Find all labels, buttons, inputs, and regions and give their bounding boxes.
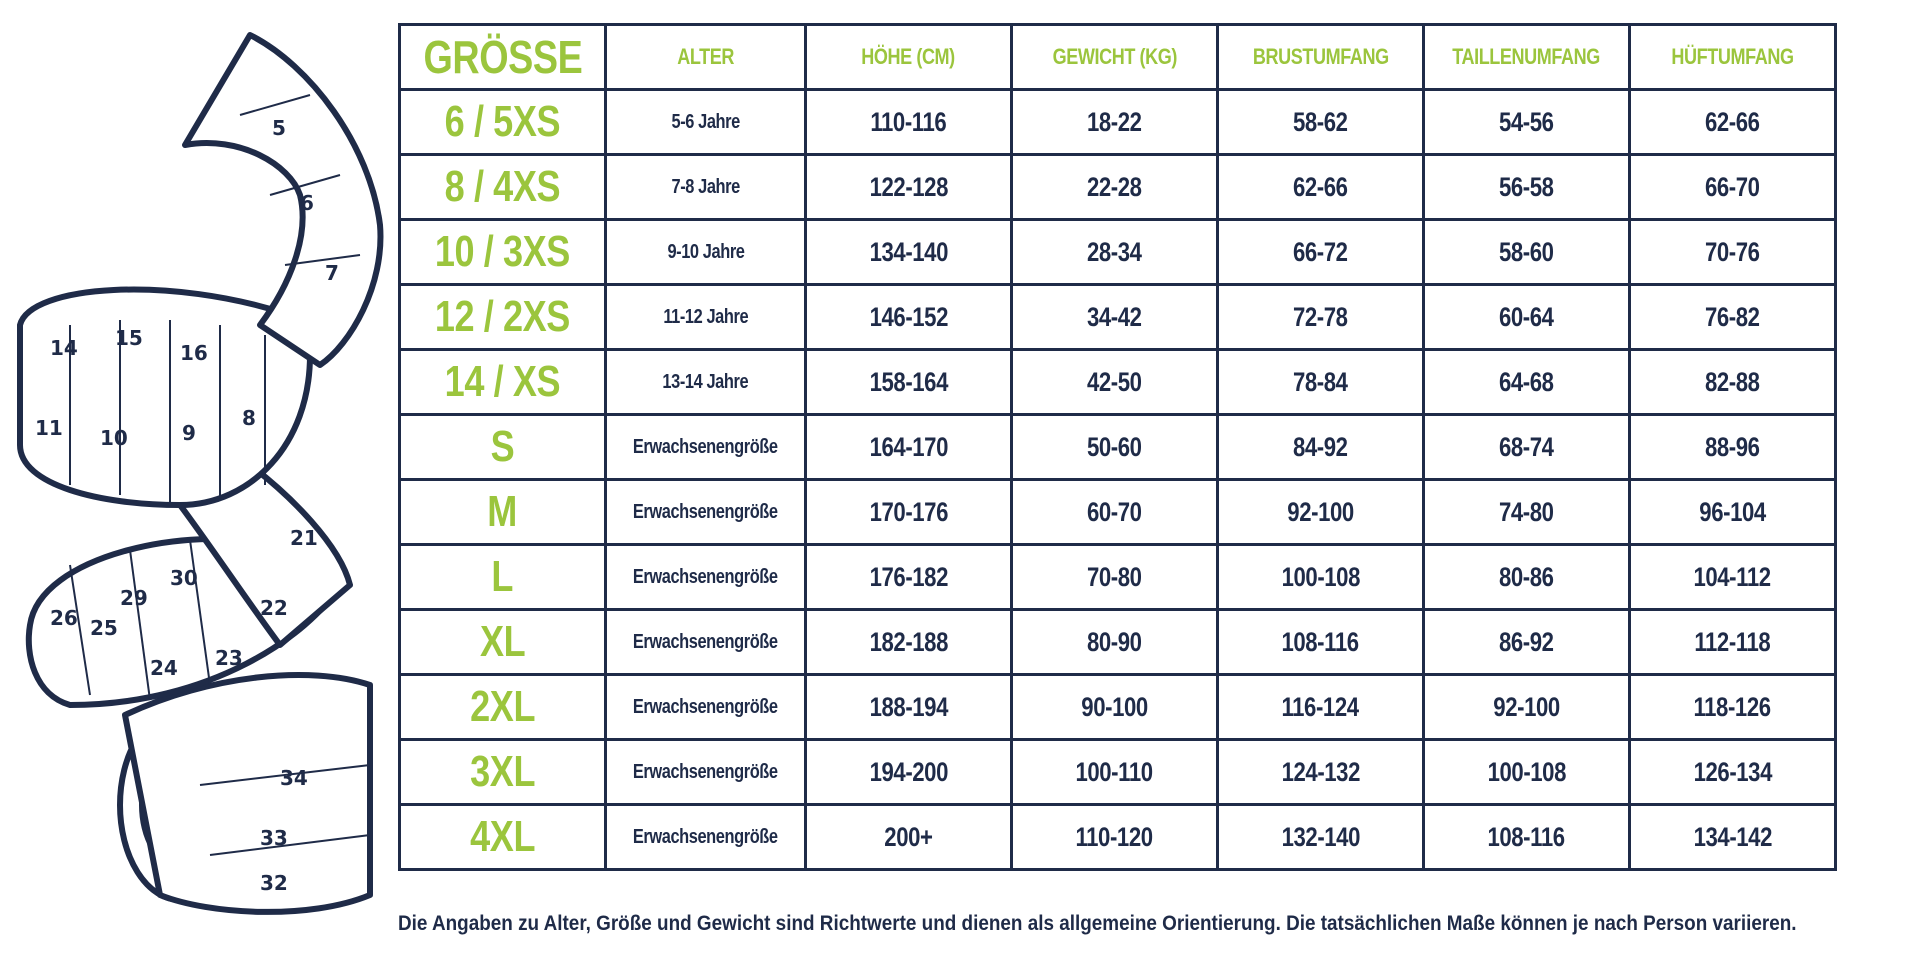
weight-cell: 70-80 (1012, 545, 1218, 610)
weight-cell: 18-22 (1012, 90, 1218, 155)
size-cell: 3XL (400, 740, 606, 805)
weight-cell: 110-120 (1012, 805, 1218, 870)
header-alter: ALTER (606, 25, 806, 90)
size-cell: 2XL (400, 675, 606, 740)
table-row (400, 220, 1836, 285)
chest-cell: 78-84 (1218, 350, 1424, 415)
chest-cell: 62-66 (1218, 155, 1424, 220)
weight-cell: 50-60 (1012, 415, 1218, 480)
chest-cell: 58-62 (1218, 90, 1424, 155)
waist-cell: 92-100 (1424, 675, 1630, 740)
hip-cell: 88-96 (1630, 415, 1836, 480)
header-groesse: GRÖSSE (400, 25, 606, 90)
age-cell: 5-6 Jahre (606, 90, 806, 155)
age-cell: Erwachsenengröße (606, 415, 806, 480)
height-cell: 194-200 (806, 740, 1012, 805)
age-cell: Erwachsenengröße (606, 675, 806, 740)
hip-cell: 70-76 (1630, 220, 1836, 285)
hip-cell: 66-70 (1630, 155, 1836, 220)
chest-cell: 116-124 (1218, 675, 1424, 740)
height-cell: 164-170 (806, 415, 1012, 480)
weight-cell: 34-42 (1012, 285, 1218, 350)
svg-text:10: 10 (100, 426, 128, 450)
svg-text:34: 34 (280, 766, 308, 790)
svg-text:22: 22 (260, 596, 288, 620)
svg-text:24: 24 (150, 656, 178, 680)
table-header-row (400, 25, 1836, 90)
svg-text:23: 23 (215, 646, 243, 670)
svg-text:25: 25 (90, 616, 118, 640)
age-cell: Erwachsenengröße (606, 610, 806, 675)
hip-cell: 134-142 (1630, 805, 1836, 870)
hip-cell: 104-112 (1630, 545, 1836, 610)
svg-text:30: 30 (170, 566, 198, 590)
weight-cell: 80-90 (1012, 610, 1218, 675)
table-row (400, 350, 1836, 415)
chest-cell: 108-116 (1218, 610, 1424, 675)
svg-text:6: 6 (300, 191, 314, 215)
weight-cell: 100-110 (1012, 740, 1218, 805)
size-cell: S (400, 415, 606, 480)
chest-cell: 92-100 (1218, 480, 1424, 545)
footnote: Die Angaben zu Alter, Größe und Gewicht sind Richtwerte und dienen als allgemeine Orientierung. Die tatsächlichen Maße können je nach Person variieren. (398, 912, 1797, 935)
waist-cell: 60-64 (1424, 285, 1630, 350)
waist-cell: 108-116 (1424, 805, 1630, 870)
measuring-tape-illustration (10, 25, 390, 925)
svg-text:8: 8 (242, 406, 256, 430)
size-cell: 4XL (400, 805, 606, 870)
age-cell: Erwachsenengröße (606, 480, 806, 545)
height-cell: 176-182 (806, 545, 1012, 610)
waist-cell: 80-86 (1424, 545, 1630, 610)
table-row (400, 90, 1836, 155)
svg-text:33: 33 (260, 826, 288, 850)
height-cell: 188-194 (806, 675, 1012, 740)
svg-text:26: 26 (50, 606, 78, 630)
svg-text:15: 15 (115, 326, 143, 350)
table-row (400, 805, 1836, 870)
chest-cell: 124-132 (1218, 740, 1424, 805)
size-cell: 8 / 4XS (400, 155, 606, 220)
size-cell: 6 / 5XS (400, 90, 606, 155)
waist-cell: 56-58 (1424, 155, 1630, 220)
size-cell: 12 / 2XS (400, 285, 606, 350)
size-cell: L (400, 545, 606, 610)
table-row (400, 610, 1836, 675)
weight-cell: 42-50 (1012, 350, 1218, 415)
height-cell: 122-128 (806, 155, 1012, 220)
chest-cell: 132-140 (1218, 805, 1424, 870)
header-hoehe: HÖHE (CM) (806, 25, 1012, 90)
table-row (400, 740, 1836, 805)
height-cell: 110-116 (806, 90, 1012, 155)
waist-cell: 74-80 (1424, 480, 1630, 545)
age-cell: 7-8 Jahre (606, 155, 806, 220)
svg-text:21: 21 (290, 526, 318, 550)
header-taillenumfang: TAILLENUMFANG (1424, 25, 1630, 90)
svg-text:16: 16 (180, 341, 208, 365)
hip-cell: 76-82 (1630, 285, 1836, 350)
age-cell: Erwachsenengröße (606, 805, 806, 870)
height-cell: 170-176 (806, 480, 1012, 545)
weight-cell: 90-100 (1012, 675, 1218, 740)
svg-text:9: 9 (182, 421, 196, 445)
age-cell: 13-14 Jahre (606, 350, 806, 415)
svg-text:11: 11 (35, 416, 63, 440)
chest-cell: 72-78 (1218, 285, 1424, 350)
table-body (400, 90, 1836, 870)
waist-cell: 68-74 (1424, 415, 1630, 480)
header-hueftumfang: HÜFTUMFANG (1630, 25, 1836, 90)
chest-cell: 84-92 (1218, 415, 1424, 480)
svg-text:29: 29 (120, 586, 148, 610)
waist-cell: 86-92 (1424, 610, 1630, 675)
size-cell: 14 / XS (400, 350, 606, 415)
hip-cell: 126-134 (1630, 740, 1836, 805)
table-row (400, 545, 1836, 610)
height-cell: 200+ (806, 805, 1012, 870)
age-cell: Erwachsenengröße (606, 740, 806, 805)
chest-cell: 100-108 (1218, 545, 1424, 610)
hip-cell: 112-118 (1630, 610, 1836, 675)
age-cell: 11-12 Jahre (606, 285, 806, 350)
height-cell: 146-152 (806, 285, 1012, 350)
weight-cell: 60-70 (1012, 480, 1218, 545)
age-cell: 9-10 Jahre (606, 220, 806, 285)
svg-text:32: 32 (260, 871, 288, 895)
hip-cell: 96-104 (1630, 480, 1836, 545)
size-cell: 10 / 3XS (400, 220, 606, 285)
height-cell: 158-164 (806, 350, 1012, 415)
table-row (400, 285, 1836, 350)
waist-cell: 54-56 (1424, 90, 1630, 155)
header-brustumfang: BRUSTUMFANG (1218, 25, 1424, 90)
weight-cell: 28-34 (1012, 220, 1218, 285)
hip-cell: 62-66 (1630, 90, 1836, 155)
age-cell: Erwachsenengröße (606, 545, 806, 610)
tape-lower-band (125, 675, 370, 912)
svg-text:7: 7 (325, 261, 339, 285)
table-row (400, 480, 1836, 545)
height-cell: 134-140 (806, 220, 1012, 285)
table-row (400, 155, 1836, 220)
chest-cell: 66-72 (1218, 220, 1424, 285)
waist-cell: 64-68 (1424, 350, 1630, 415)
table-row (400, 675, 1836, 740)
size-cell: M (400, 480, 606, 545)
size-cell: XL (400, 610, 606, 675)
weight-cell: 22-28 (1012, 155, 1218, 220)
hip-cell: 82-88 (1630, 350, 1836, 415)
hip-cell: 118-126 (1630, 675, 1836, 740)
svg-text:14: 14 (50, 336, 78, 360)
svg-text:5: 5 (272, 116, 286, 140)
size-chart-table (398, 23, 1837, 871)
header-gewicht: GEWICHT (KG) (1012, 25, 1218, 90)
height-cell: 182-188 (806, 610, 1012, 675)
table-row (400, 415, 1836, 480)
waist-cell: 100-108 (1424, 740, 1630, 805)
waist-cell: 58-60 (1424, 220, 1630, 285)
